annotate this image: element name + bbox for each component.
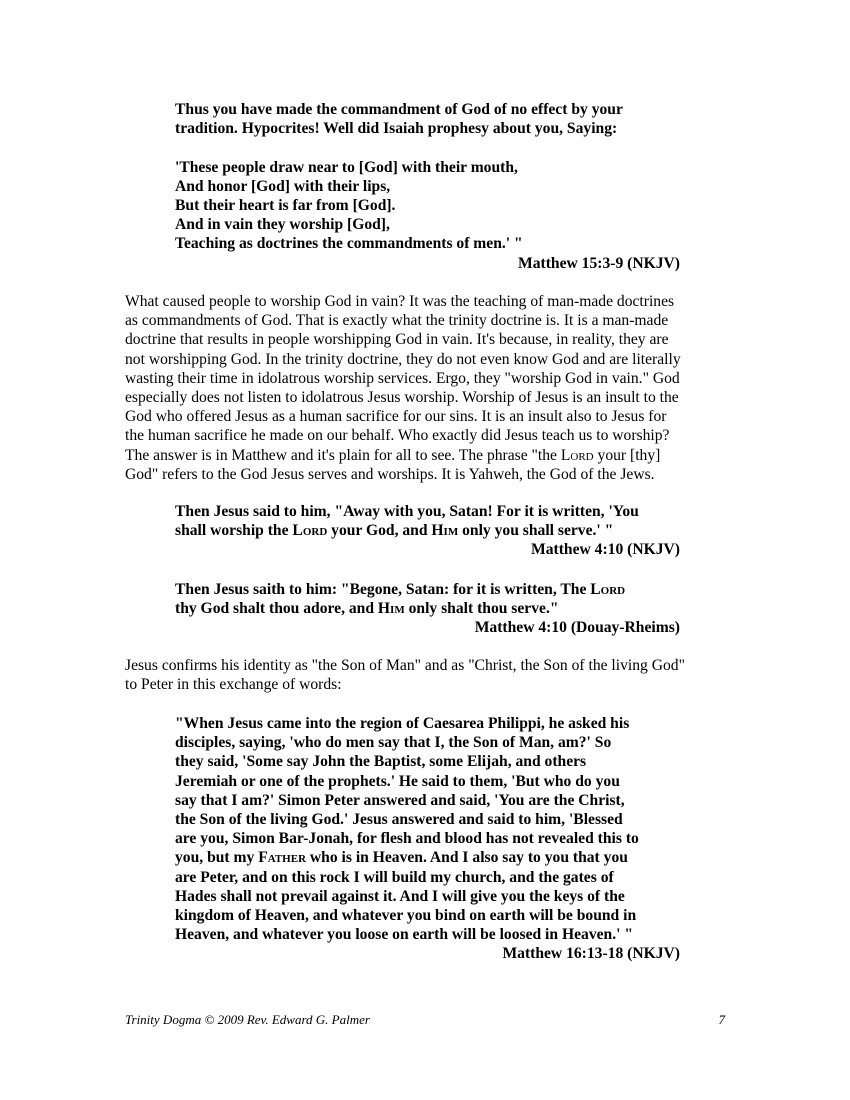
- footer-copyright: Trinity Dogma © 2009 Rev. Edward G. Palmer: [125, 1012, 370, 1027]
- paragraph-line: the human sacrifice he made on our behalf. Who exactly did Jesus teach us to worship?: [125, 427, 670, 445]
- text-run: your [thy]: [593, 446, 661, 464]
- citation: Matthew 4:10 (NKJV): [531, 541, 680, 559]
- text-run: only shalt thou serve.": [404, 600, 559, 618]
- verse-line: Teaching as doctrines the commandments of men.' ": [175, 235, 523, 253]
- text-run: who is in Heaven. And I also say to you that you: [306, 849, 628, 867]
- paragraph-line: What caused people to worship God in vain? It was the teaching of man-made doctrines: [125, 293, 675, 310]
- paragraph-line: not worshipping God. In the trinity doctrine, they do not even know God and are literally: [125, 350, 681, 368]
- text-run: thy God shalt thou adore, and: [175, 600, 378, 618]
- paragraph-line: God who offered Jesus as a human sacrifice for our sins. It is an insult also to Jesus for: [125, 408, 667, 426]
- text-run: your God, and: [327, 522, 432, 540]
- paragraph-line: to Peter in this exchange of words:: [125, 676, 342, 694]
- text-run: only you shall serve.' ": [458, 522, 614, 540]
- citation: Matthew 15:3-9 (NKJV): [518, 254, 680, 272]
- paragraph-line: wasting their time in idolatrous worship services. Ergo, they "worship God in vain." God: [125, 369, 680, 387]
- text-run: you, but my: [175, 849, 259, 867]
- paragraph-line: especially does not listen to idolatrous Jesus worship. Worship of Jesus is an insult to the: [125, 389, 679, 407]
- body-paragraph: [125, 656, 730, 694]
- small-caps-lord: Lord: [590, 581, 626, 598]
- small-caps-lord: Lord: [560, 446, 594, 464]
- verse-line: And in vain they worship [God],: [175, 216, 390, 234]
- quote-line: "When Jesus came into the region of Caesarea Philippi, he asked his: [175, 715, 630, 732]
- quote-line: say that I am?' Simon Peter answered and said, 'You are the Christ,: [175, 791, 625, 809]
- page-number: 7: [718, 1012, 725, 1027]
- paragraph-line: doctrine that results in people worshipping God in vain. It's because, in reality, they are: [125, 331, 669, 349]
- quote-line: [175, 580, 680, 599]
- verse-line: And honor [God] with their lips,: [175, 177, 391, 195]
- paragraph-line: Jesus confirms his identity as "the Son of Man" and as "Christ, the Son of the living God": [125, 657, 685, 674]
- scripture-quote-matthew-4-douay: [175, 580, 680, 638]
- quote-line: disciples, saying, 'who do men say that I, the Son of Man, am?' So: [175, 734, 612, 752]
- scripture-quote-matthew-4-nkjv: [175, 502, 680, 560]
- small-caps-father: Father: [258, 849, 307, 867]
- quote-line: [175, 521, 680, 540]
- citation: Matthew 16:13-18 (NKJV): [502, 945, 680, 963]
- quote-line: the Son of the living God.' Jesus answered and said to him, 'Blessed: [175, 811, 623, 829]
- quote-line: are Peter, and on this rock I will build my church, and the gates of: [175, 868, 614, 886]
- quote-line: Hades shall not prevail against it. And I will give you the keys of the: [175, 887, 625, 905]
- quote-line: tradition. Hypocrites! Well did Isaiah prophesy about you, Saying:: [175, 120, 618, 138]
- verse-line: 'These people draw near to [God] with their mouth,: [175, 158, 518, 176]
- quote-line: [175, 848, 680, 867]
- small-caps-him: Him: [377, 600, 405, 618]
- text-run: shall worship the: [175, 522, 293, 540]
- quote-line: are you, Simon Bar-Jonah, for flesh and blood has not revealed this to: [175, 830, 639, 848]
- blank-line: [175, 138, 680, 157]
- quote-line: Heaven, and whatever you loose on earth will be loosed in Heaven.' ": [175, 926, 633, 944]
- verse-line: But their heart is far from [God].: [175, 197, 396, 215]
- small-caps-him: Him: [431, 522, 459, 540]
- scripture-quote-matthew-15: [175, 100, 680, 273]
- body-paragraph: [125, 292, 730, 484]
- quote-line: they said, 'Some say John the Baptist, some Elijah, and others: [175, 753, 587, 771]
- quote-line: Then Jesus said to him, "Away with you, Satan! For it is written, 'You: [175, 503, 639, 520]
- citation: Matthew 4:10 (Douay-Rheims): [474, 619, 680, 637]
- text-run: The answer is in Matthew and it's plain for all to see. The phrase "the: [125, 446, 561, 464]
- small-caps-lord: Lord: [292, 522, 328, 540]
- text-run: Then Jesus saith to him: "Begone, Satan: for it is written, The: [175, 581, 591, 598]
- paragraph-line: [125, 446, 730, 465]
- quote-line: kingdom of Heaven, and whatever you bind on earth will be bound in: [175, 907, 637, 925]
- scripture-quote-matthew-16: [175, 714, 680, 964]
- quote-line: Jeremiah or one of the prophets.' He said to them, 'But who do you: [175, 772, 620, 790]
- paragraph-line: as commandments of God. That is exactly what the trinity doctrine is. It is a man-made: [125, 312, 669, 330]
- paragraph-line: God" refers to the God Jesus serves and worships. It is Yahweh, the God of the Jews.: [125, 465, 655, 483]
- quote-line: Thus you have made the commandment of God of no effect by your: [175, 101, 623, 118]
- quote-line: [175, 599, 680, 618]
